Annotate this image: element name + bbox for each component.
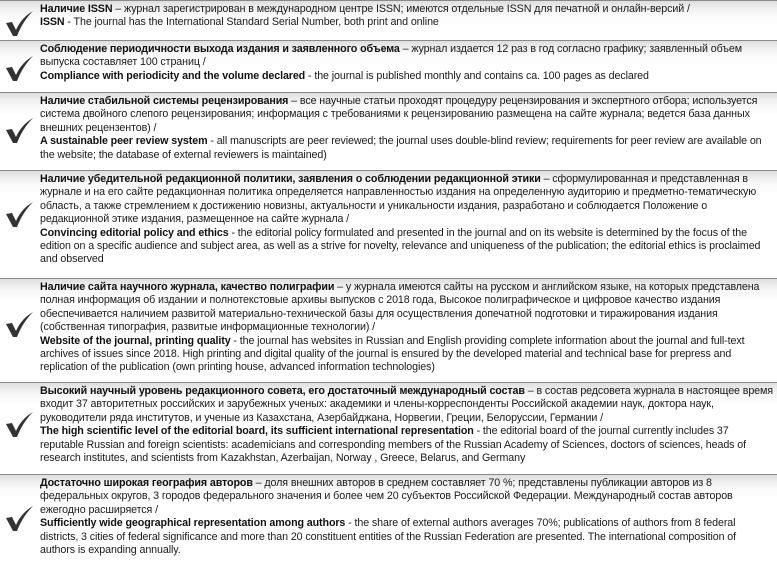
criterion-text (40, 173, 773, 267)
ru-title: Высокий научный уровень редакционного совета, его достаточный международный состав (40, 385, 525, 397)
en-paragraph (40, 70, 773, 83)
ru-paragraph (40, 173, 773, 227)
ru-description: – журнал издается 12 раз в год согласно графику; заявленный объем выпуска составляет 100 страниц / (40, 43, 742, 69)
criterion-text (40, 281, 773, 375)
checkmark-icon (4, 311, 34, 339)
criterion-author-geography (0, 474, 777, 566)
criterion-text (40, 95, 773, 162)
en-paragraph (40, 135, 773, 162)
checkmark-icon (4, 10, 34, 38)
ru-paragraph (40, 43, 773, 70)
ru-title: Достаточно широкая география авторов (40, 477, 253, 489)
criterion-text (40, 477, 773, 557)
en-title: Convincing editorial policy and ethics (40, 226, 229, 239)
ru-description: – доля внешних авторов в среднем составляет 70 %; представлены публикации авторов из 8 федеральных округов, 3 городов федерального значения и более чем 20 субъектов Российской Федерации. Международный состав авторов ежегодно расширяется / (40, 477, 733, 516)
en-paragraph (40, 16, 773, 29)
en-description: - the journal has websites in Russian and English providing complete information about the journal and full-text archives of issues since 2018. High printing and digital quality of the journal is ensured by the developed material and technical base for prepress and replication of the publication (own printing house, advanced information technologies) (40, 334, 745, 374)
en-description: - the share of external authors averages 70%; publications of authors from 8 federal districts, 3 cities of federal significance and more than 20 constituent entities of the Russian Federation are presented. The international composition of authors is expanding annually. (40, 517, 737, 557)
en-title: Compliance with periodicity and the volume declared (40, 69, 306, 82)
criterion-text (40, 3, 773, 30)
ru-paragraph (40, 3, 773, 16)
ru-title: Соблюдение периодичности выхода издания и заявленного объема (40, 43, 400, 55)
ru-description: – журнал зарегистрирован в международном центре ISSN; имеются отдельные ISSN для печатной и онлайн-версий / (112, 3, 690, 15)
checkmark-icon (4, 55, 34, 83)
en-paragraph (40, 425, 773, 465)
en-description: - the journal is published monthly and contains ca. 100 pages as declared (305, 69, 649, 82)
ru-paragraph (40, 385, 773, 425)
ru-description: – все научные статьи проходят процедуру рецензирования и экспертного отбора; используется система двойного слепого рецензирования; информация с требованиями к рецензированию размещена на сайте журнала; ведется база данных внешних рецензентов) / (40, 95, 758, 134)
en-title: ISSN (40, 16, 65, 29)
criterion-peer-review (0, 92, 777, 170)
checkmark-icon (4, 411, 34, 439)
ru-paragraph (40, 95, 773, 135)
en-description: - the editorial board of the journal currently includes 37 reputable Russian and foreign scientists: academicians and corresponding members of the Russian Academy of Sciences, doctors of sciences, heads of research institutes, and scientists from Kazakhstan, Azerbaijan, Norway , Greece, Belarus, and Germany (40, 425, 747, 465)
en-paragraph (40, 517, 773, 557)
en-title: Website of the journal, printing quality (40, 334, 231, 347)
ru-description: – у журнала имеются сайты на русском и английском языке, на которых представлена полная информация об издании и полнотекстовые архивы выпусков с 2018 года, Высокое полиграфическое и цифровое качество издания обеспечивается наличием развитой материально-технической базы для осуществления допечатной подготовки и тиражирования издания (собственная типография, развитые информационные технологии) / (40, 281, 760, 334)
criterion-periodicity (0, 40, 777, 92)
criterion-website-printing (0, 278, 777, 382)
ru-title: Наличие ISSN (40, 3, 113, 15)
checkmark-icon (4, 117, 34, 145)
ru-paragraph (40, 281, 773, 335)
criterion-text (40, 43, 773, 83)
en-title: The high scientific level of the editorial board, its sufficient international representation (40, 425, 474, 438)
ru-description: – в состав редсовета журнала в настоящее время входит 37 авторитетных российских и зарубежных ученых: академики и члены-корреспонденты Российской академии наук, доктора наук, руководители ряда институтов, и ученые из Казахстана, Азербайджана, Норвегии, Греции, Белоруссии, Германии / (40, 385, 773, 424)
en-description: - The journal has the International Standard Serial Number, both print and online (64, 16, 439, 29)
criterion-editorial-board (0, 382, 777, 474)
en-description: - the editorial policy formulated and presented in the journal and on its website is determined by the focus of the edition on a specific audience and subject area, as well as a strive for novelty, relevance and uniqueness of the publication; the editorial ethics is proclaimed and observed (40, 226, 761, 266)
ru-title: Наличие стабильной системы рецензирования (40, 95, 289, 107)
ru-description: – сформулированная и представленная в журнале и на его сайте редакционная политика определяется направленностью издания на определенную аудиторию и предметно-тематическую область, а также стремлением к достижению новизны, актуальности и уникальности издания, разработано и соблюдается Положение о редакционной этике издания, размещенное на сайте журнала / (40, 173, 757, 226)
ru-paragraph (40, 477, 773, 517)
ru-title: Наличие сайта научного журнала, качество полиграфии (40, 281, 335, 293)
en-title: Sufficiently wide geographical representation among authors (40, 517, 346, 530)
criterion-text (40, 385, 773, 465)
en-title: A sustainable peer review system (40, 135, 208, 148)
ru-title: Наличие убедительной редакционной политики, заявления о соблюдении редакционной этики (40, 173, 541, 185)
criterion-editorial-policy (0, 170, 777, 278)
checkmark-icon (4, 505, 34, 533)
en-description: - all manuscripts are peer reviewed; the journal uses double-blind review; requirements for peer review are available on the website; the database of external reviewers is maintained) (40, 135, 762, 161)
en-paragraph (40, 227, 773, 267)
en-paragraph (40, 335, 773, 375)
criterion-issn (0, 0, 777, 40)
checkmark-icon (4, 201, 34, 229)
